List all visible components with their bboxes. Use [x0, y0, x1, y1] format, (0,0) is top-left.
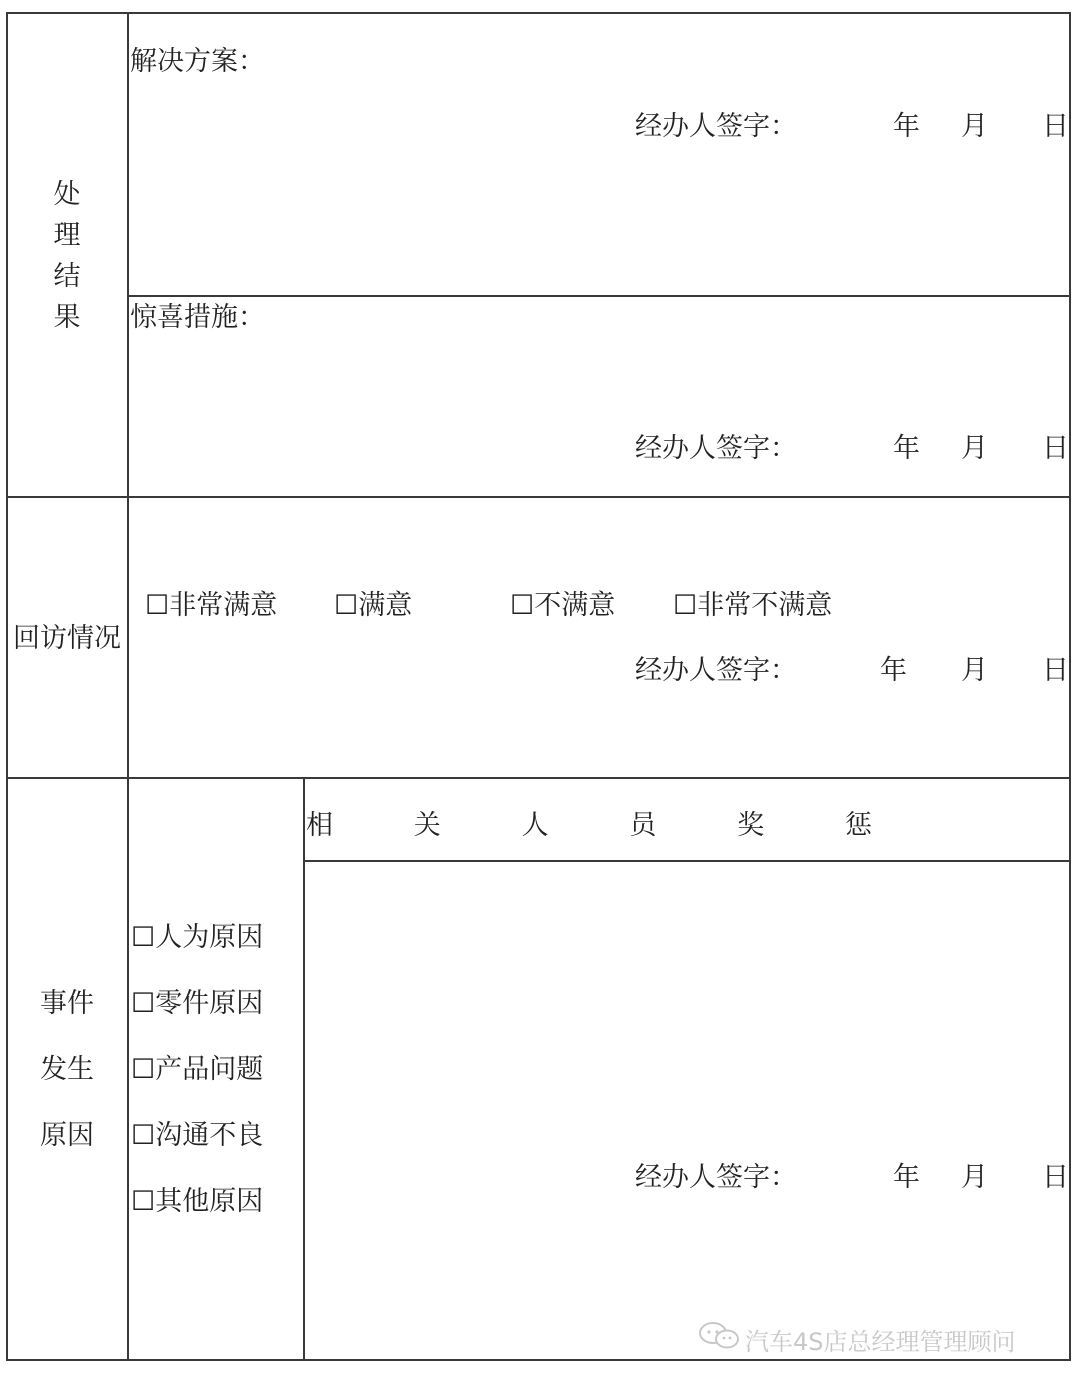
table-border-top	[6, 12, 1070, 14]
cause-other-checkbox[interactable]: ☐其他原因	[131, 1186, 264, 1217]
rewards-header-char: 员	[629, 810, 657, 841]
option-very-satisfied-checkbox[interactable]: ☐非常满意	[145, 590, 278, 621]
signature-year: 年	[880, 655, 907, 686]
signature-label: 经办人签字：	[635, 111, 797, 142]
solution-label: 解决方案：	[130, 46, 265, 77]
row-divider-result-revisit	[6, 496, 1070, 498]
signature-month: 月	[961, 655, 988, 686]
signature-month: 月	[961, 111, 988, 142]
cause-product-checkbox[interactable]: ☐产品问题	[131, 1054, 264, 1085]
table-border-left	[6, 12, 8, 1361]
rewards-header-char: 相	[306, 810, 333, 841]
signature-year: 年	[893, 433, 920, 464]
rewards-header-char: 奖	[737, 810, 765, 841]
signature-month: 月	[961, 1162, 988, 1193]
rewards-header-char: 关	[413, 810, 441, 841]
signature-day: 日	[1042, 433, 1069, 464]
option-very-unsatisfied-checkbox[interactable]: ☐非常不满意	[673, 590, 833, 621]
surprise-label: 惊喜措施：	[130, 302, 265, 333]
result-label-char: 果	[53, 302, 81, 333]
rewards-header-char: 人	[521, 810, 549, 841]
rewards-header	[306, 812, 872, 839]
cause-label-line: 事件	[40, 988, 94, 1019]
signature-day: 日	[1042, 111, 1069, 142]
option-unsatisfied-checkbox[interactable]: ☐不满意	[510, 590, 616, 621]
result-label-char: 结	[53, 261, 81, 292]
table-border-bottom	[6, 1359, 1070, 1361]
signature-label: 经办人签字：	[635, 655, 797, 686]
cause-parts-checkbox[interactable]: ☐零件原因	[131, 988, 264, 1019]
signature-month: 月	[961, 433, 988, 464]
result-label-char: 理	[53, 220, 81, 251]
result-label-char: 处	[53, 179, 81, 210]
watermark-text: 汽车4S店总经理管理顾问	[745, 1328, 1016, 1356]
cause-label-line: 发生	[40, 1054, 94, 1085]
signature-day: 日	[1042, 1162, 1069, 1193]
label-column-divider	[127, 12, 129, 1361]
row-divider-revisit-cause	[6, 777, 1070, 779]
cause-options-divider	[303, 777, 305, 1361]
row-divider-solution-surprise	[127, 295, 1070, 297]
cause-human-checkbox[interactable]: ☐人为原因	[131, 922, 264, 953]
revisit-section-label: 回访情况	[13, 623, 121, 654]
cause-communication-checkbox[interactable]: ☐沟通不良	[131, 1120, 264, 1151]
row-divider-rewards-header	[304, 860, 1070, 862]
signature-year: 年	[893, 111, 920, 142]
option-satisfied-checkbox[interactable]: ☐满意	[334, 590, 413, 621]
table-border-right	[1069, 12, 1071, 1361]
rewards-header-char: 惩	[844, 810, 872, 841]
wechat-icon	[697, 1320, 741, 1350]
cause-label-line: 原因	[40, 1120, 94, 1151]
signature-day: 日	[1042, 655, 1069, 686]
signature-label: 经办人签字：	[635, 1162, 797, 1193]
signature-year: 年	[893, 1162, 920, 1193]
signature-label: 经办人签字：	[635, 433, 797, 464]
